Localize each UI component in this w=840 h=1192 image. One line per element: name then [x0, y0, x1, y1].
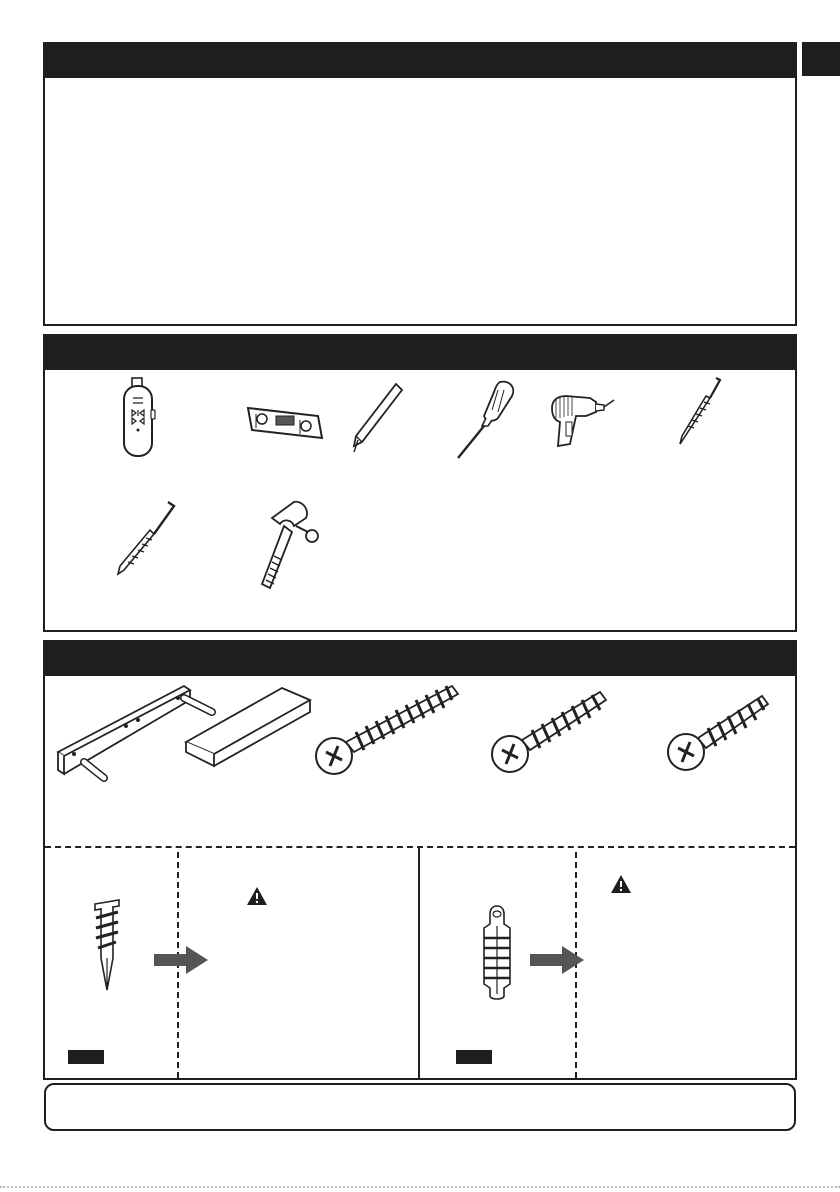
option-2-tag: [456, 1050, 492, 1064]
warning-icon: [246, 886, 268, 906]
stud-finder-icon: [118, 376, 158, 458]
option-1-tag: [68, 1050, 104, 1064]
hammer-icon: [254, 500, 322, 592]
pencil-icon: [348, 382, 404, 454]
page-bottom-edge: [0, 1186, 840, 1188]
arrow-right-icon: [154, 946, 208, 974]
options-divider: [418, 848, 420, 1078]
long-screw-icon: [312, 680, 468, 782]
drill-bit-icon: [676, 376, 722, 446]
short-screw-icon: [664, 690, 774, 778]
tools-panel-header: [45, 336, 795, 370]
drywall-anchor-icon: [92, 898, 122, 994]
medium-screw-icon: [488, 686, 612, 780]
arrow-right-icon: [530, 946, 584, 974]
shelf-board-icon: [182, 686, 314, 768]
footer-note: [44, 1083, 796, 1131]
parts-panel-header: [45, 642, 795, 676]
masonry-drill-bit-icon: [110, 500, 176, 578]
warning-icon: [610, 874, 632, 894]
wall-plug-icon: [480, 904, 514, 1002]
parts-divider: [45, 846, 795, 848]
power-drill-icon: [546, 392, 616, 452]
screwdriver-icon: [448, 378, 518, 462]
intro-panel-header: [45, 44, 795, 78]
intro-panel: [43, 42, 797, 326]
section-tab: [802, 42, 840, 76]
spirit-level-icon: [244, 402, 326, 440]
